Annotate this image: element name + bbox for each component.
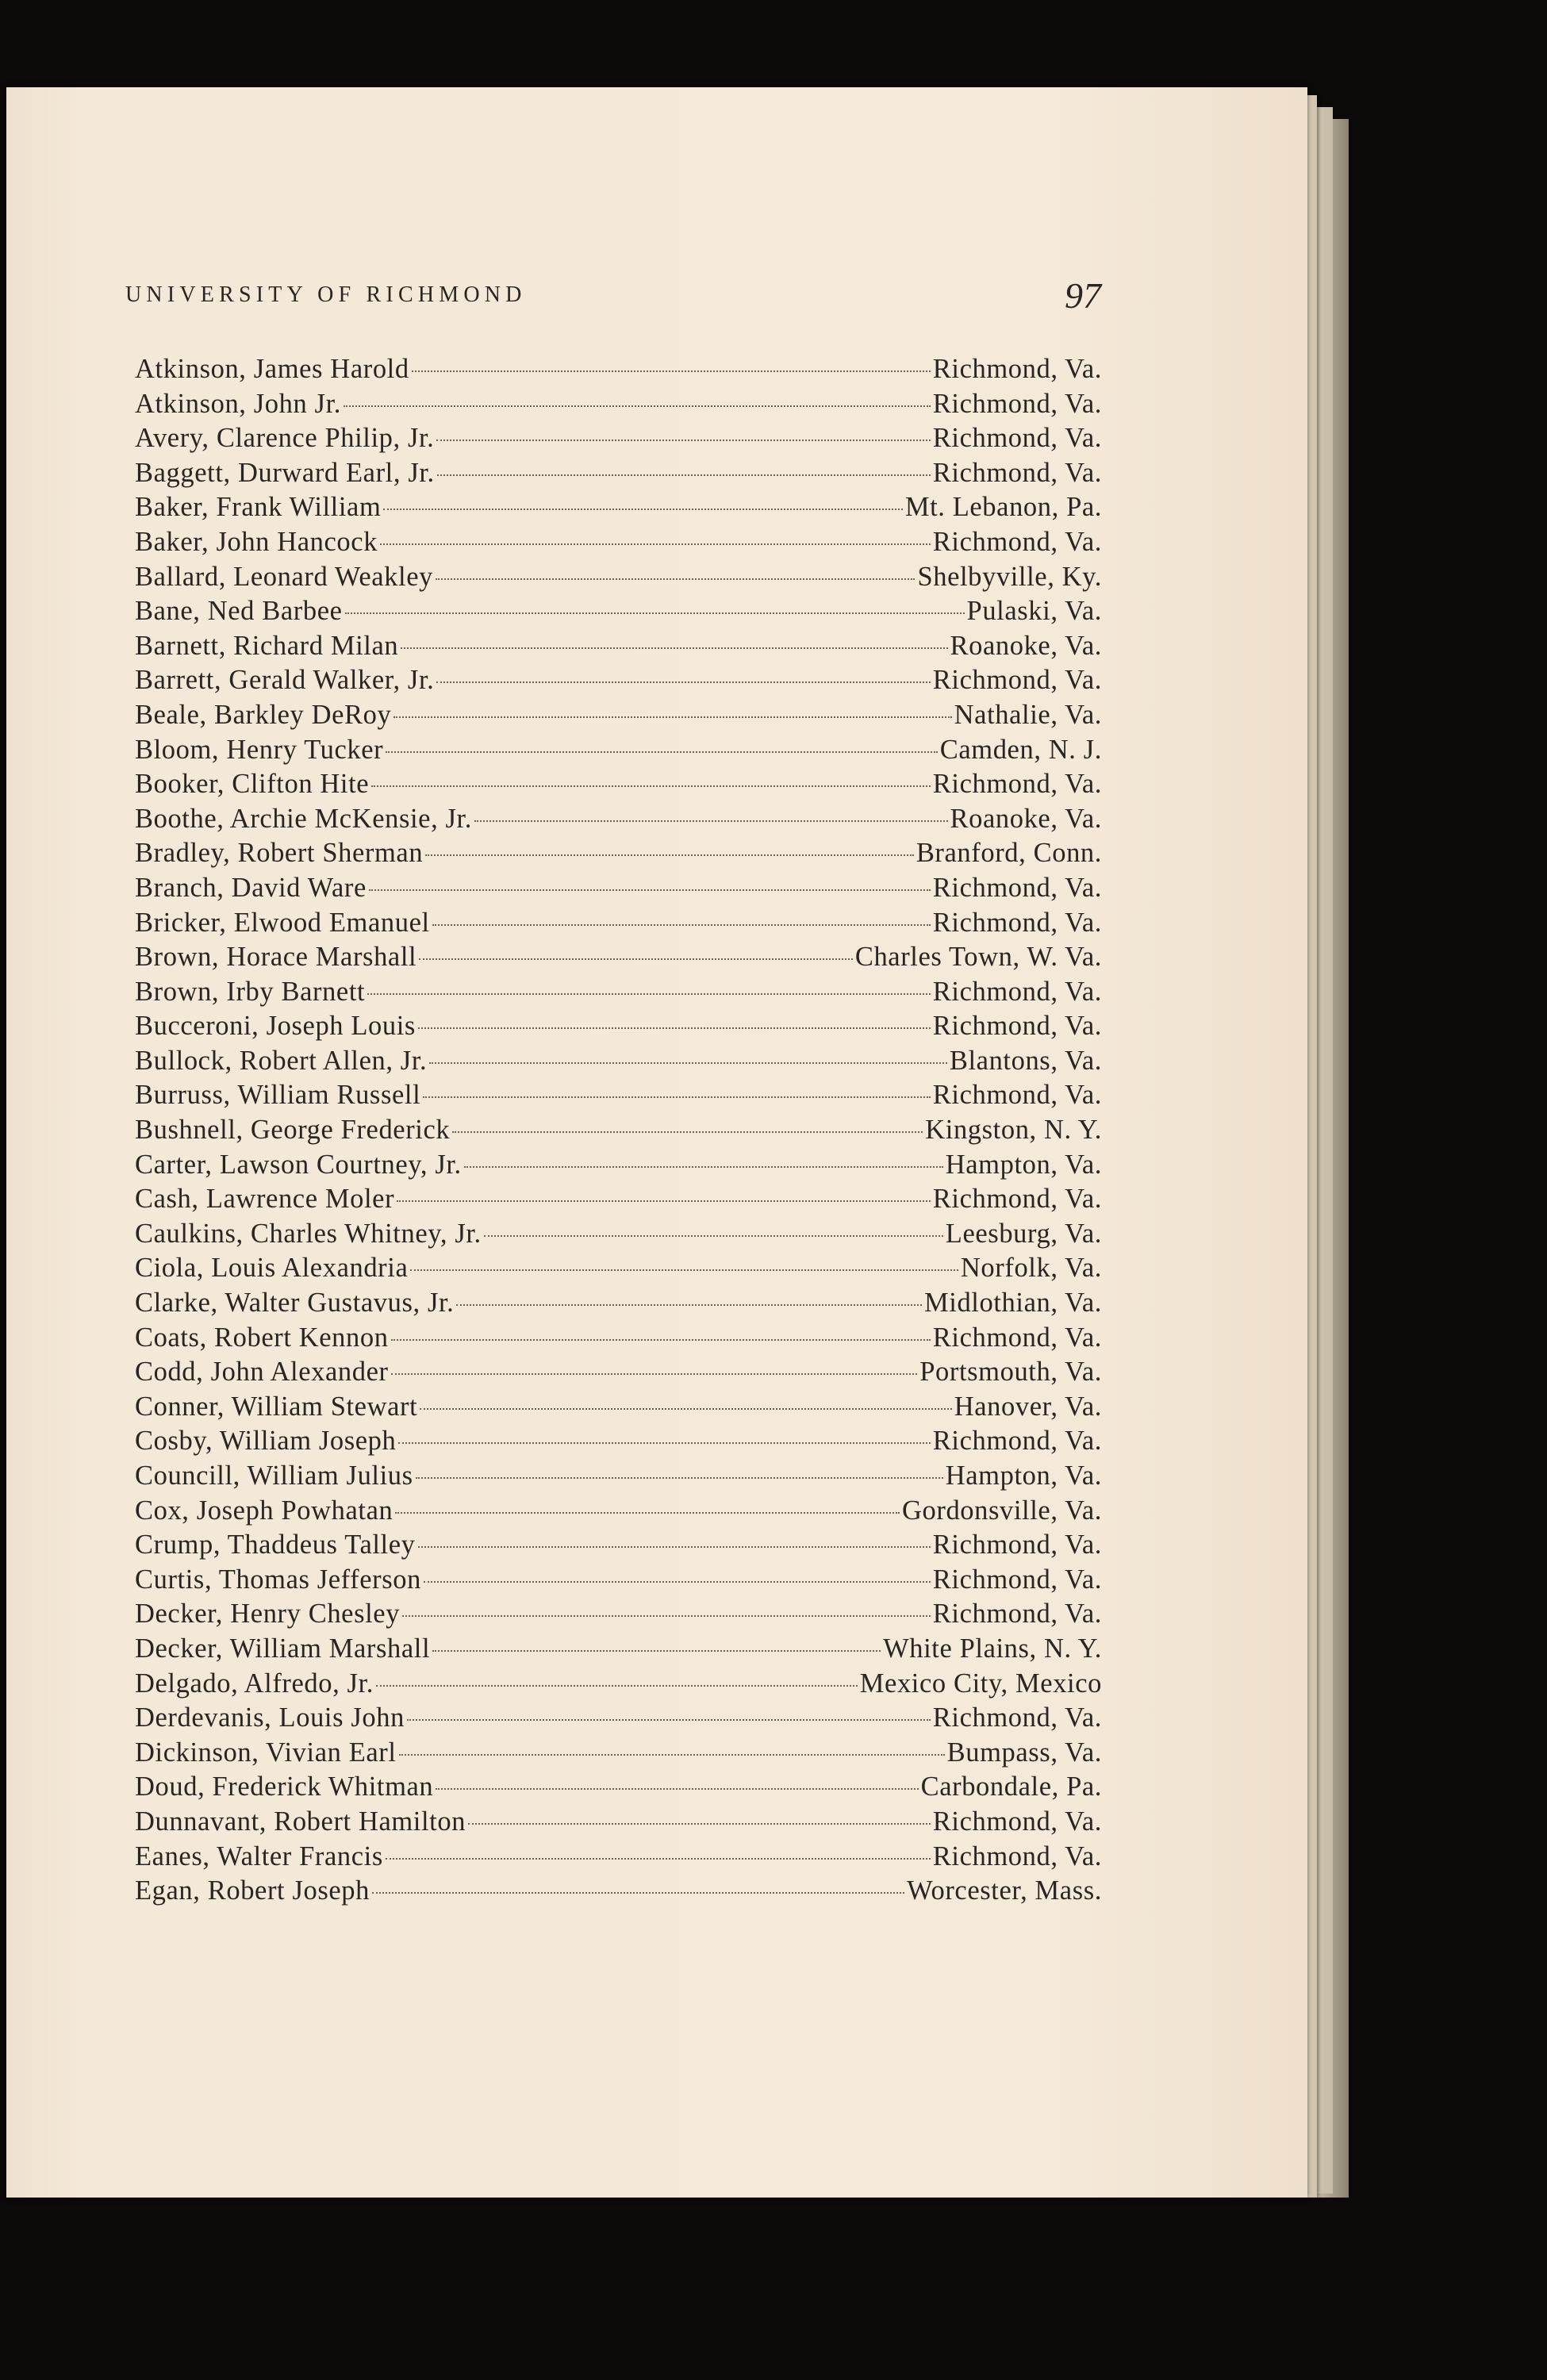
list-item xyxy=(135,421,1102,456)
dot-leader xyxy=(402,1615,931,1617)
hometown: Branford, Conn. xyxy=(916,838,1102,869)
hometown: Richmond, Va. xyxy=(932,1322,1102,1353)
dot-leader xyxy=(418,1546,931,1548)
hometown: Richmond, Va. xyxy=(932,423,1102,454)
dot-leader xyxy=(412,370,931,372)
student-name: Crump, Thaddeus Talley xyxy=(135,1530,416,1560)
hometown: Richmond, Va. xyxy=(932,457,1102,488)
student-name: Clarke, Walter Gustavus, Jr. xyxy=(135,1288,455,1319)
dot-leader xyxy=(423,1096,931,1098)
hometown: Kingston, N. Y. xyxy=(925,1115,1102,1146)
student-name: Curtis, Thomas Jefferson xyxy=(135,1564,421,1595)
student-name: Coats, Robert Kennon xyxy=(135,1322,389,1353)
student-name: Eanes, Walter Francis xyxy=(135,1841,383,1871)
list-item xyxy=(135,1113,1102,1148)
dot-leader xyxy=(452,1131,923,1133)
hometown: Richmond, Va. xyxy=(932,907,1102,938)
student-name: Baker, Frank William xyxy=(135,492,382,523)
list-item xyxy=(135,698,1102,733)
dot-leader xyxy=(436,1788,918,1790)
dot-leader xyxy=(429,1062,947,1064)
list-item xyxy=(135,352,1102,387)
student-name: Decker, William Marshall xyxy=(135,1633,431,1664)
dot-leader xyxy=(484,1235,943,1237)
list-item xyxy=(135,975,1102,1010)
hometown: Carbondale, Pa. xyxy=(920,1772,1102,1802)
list-item xyxy=(135,1528,1102,1563)
student-name: Beale, Barkley DeRoy xyxy=(135,699,392,730)
list-item xyxy=(135,1286,1102,1321)
student-name: Egan, Robert Joseph xyxy=(135,1875,370,1906)
list-item xyxy=(135,525,1102,560)
dot-leader xyxy=(436,440,930,441)
student-name: Branch, David Ware xyxy=(135,872,367,903)
dot-leader xyxy=(437,474,931,476)
dot-leader xyxy=(464,1166,943,1168)
list-item xyxy=(135,1874,1102,1909)
dot-leader xyxy=(386,1858,931,1860)
student-name: Bushnell, George Frederick xyxy=(135,1115,451,1146)
student-name: Cash, Lawrence Moler xyxy=(135,1184,395,1215)
running-header xyxy=(125,275,1101,330)
list-item xyxy=(135,1597,1102,1632)
list-item xyxy=(135,1424,1102,1459)
student-name: Councill, William Julius xyxy=(135,1461,413,1491)
hometown: Richmond, Va. xyxy=(932,1184,1102,1215)
list-item xyxy=(135,1459,1102,1494)
dot-leader xyxy=(395,1512,900,1514)
dot-leader xyxy=(380,543,931,545)
hometown: Shelbyville, Ky. xyxy=(917,561,1102,592)
student-name: Bloom, Henry Tucker xyxy=(135,734,384,765)
dot-leader xyxy=(376,1685,858,1687)
list-item xyxy=(135,767,1102,802)
hometown: Richmond, Va. xyxy=(932,665,1102,696)
student-name: Dunnavant, Robert Hamilton xyxy=(135,1806,466,1837)
list-item xyxy=(135,1390,1102,1425)
student-directory-list xyxy=(135,352,1102,1909)
list-item xyxy=(135,1667,1102,1702)
hometown: Richmond, Va. xyxy=(932,976,1102,1007)
dot-leader xyxy=(391,1373,918,1375)
list-item xyxy=(135,1840,1102,1875)
hometown: Midlothian, Va. xyxy=(924,1288,1102,1319)
student-name: Bullock, Robert Allen, Jr. xyxy=(135,1045,428,1076)
hometown: Richmond, Va. xyxy=(932,1806,1102,1837)
student-name: Carter, Lawson Courtney, Jr. xyxy=(135,1149,462,1180)
hometown: Blantons, Va. xyxy=(949,1045,1102,1076)
hometown: Richmond, Va. xyxy=(932,1426,1102,1457)
list-item xyxy=(135,1494,1102,1529)
hometown: Leesburg, Va. xyxy=(945,1218,1102,1249)
dot-leader xyxy=(397,1200,931,1202)
hometown: Pulaski, Va. xyxy=(966,596,1102,627)
dot-leader xyxy=(344,405,931,407)
hometown: Richmond, Va. xyxy=(932,1564,1102,1595)
list-item xyxy=(135,663,1102,698)
student-name: Bane, Ned Barbee xyxy=(135,596,343,627)
hometown: Hampton, Va. xyxy=(945,1149,1102,1180)
hometown: Richmond, Va. xyxy=(932,1599,1102,1630)
hometown: Richmond, Va. xyxy=(932,354,1102,384)
hometown: Richmond, Va. xyxy=(932,1702,1102,1733)
student-name: Cosby, William Joseph xyxy=(135,1426,397,1457)
student-name: Burruss, William Russell xyxy=(135,1080,421,1111)
page-number: 97 xyxy=(1065,275,1101,316)
student-name: Derdevanis, Louis John xyxy=(135,1702,405,1733)
dot-leader xyxy=(474,820,948,822)
list-item xyxy=(135,1044,1102,1079)
student-name: Dickinson, Vivian Earl xyxy=(135,1737,397,1768)
dot-leader xyxy=(416,1477,943,1479)
hometown: Norfolk, Va. xyxy=(960,1253,1102,1284)
hometown: Richmond, Va. xyxy=(932,388,1102,419)
hometown: Hampton, Va. xyxy=(945,1461,1102,1491)
student-name: Doud, Frederick Whitman xyxy=(135,1772,434,1802)
hometown: Mexico City, Mexico xyxy=(859,1668,1102,1699)
list-item xyxy=(135,456,1102,491)
list-item xyxy=(135,387,1102,422)
list-item xyxy=(135,560,1102,595)
dot-leader xyxy=(393,716,951,718)
dot-leader xyxy=(372,1892,904,1894)
dot-leader xyxy=(432,924,931,926)
hometown: Hanover, Va. xyxy=(954,1391,1102,1422)
student-name: Booker, Clifton Hite xyxy=(135,769,370,800)
list-item xyxy=(135,906,1102,941)
list-item xyxy=(135,1251,1102,1286)
hometown: Richmond, Va. xyxy=(932,1011,1102,1042)
list-item xyxy=(135,1217,1102,1252)
dot-leader xyxy=(456,1304,922,1306)
student-name: Ballard, Leonard Weakley xyxy=(135,561,433,592)
student-name: Delgado, Alfredo, Jr. xyxy=(135,1668,374,1699)
dot-leader xyxy=(425,854,914,856)
hometown: Richmond, Va. xyxy=(932,1841,1102,1871)
dot-leader xyxy=(407,1719,931,1721)
student-name: Conner, William Stewart xyxy=(135,1391,418,1422)
student-name: Codd, John Alexander xyxy=(135,1357,389,1388)
dot-leader xyxy=(398,1442,930,1444)
hometown: Roanoke, Va. xyxy=(950,803,1102,834)
student-name: Bradley, Robert Sherman xyxy=(135,838,424,869)
list-item xyxy=(135,1148,1102,1183)
list-item xyxy=(135,733,1102,768)
hometown: Bumpass, Va. xyxy=(946,1737,1102,1768)
student-name: Avery, Clarence Philip, Jr. xyxy=(135,423,435,454)
hometown: Roanoke, Va. xyxy=(950,630,1102,661)
list-item xyxy=(135,594,1102,629)
list-item xyxy=(135,871,1102,906)
dot-leader xyxy=(419,958,853,960)
list-item xyxy=(135,1770,1102,1805)
dot-leader xyxy=(369,889,931,891)
dot-leader xyxy=(436,578,915,580)
student-name: Baggett, Durward Earl, Jr. xyxy=(135,457,435,488)
dot-leader xyxy=(410,1269,958,1271)
student-name: Barrett, Gerald Walker, Jr. xyxy=(135,665,435,696)
hometown: Nathalie, Va. xyxy=(954,699,1102,730)
hometown: Worcester, Mass. xyxy=(907,1875,1102,1906)
dot-leader xyxy=(399,1754,945,1756)
hometown: Mt. Lebanon, Pa. xyxy=(904,492,1102,523)
student-name: Brown, Irby Barnett xyxy=(135,976,366,1007)
dot-leader xyxy=(371,785,931,787)
student-name: Atkinson, John Jr. xyxy=(135,388,341,419)
hometown: Richmond, Va. xyxy=(932,1530,1102,1560)
dot-leader xyxy=(432,1650,881,1652)
list-item xyxy=(135,1736,1102,1771)
list-item xyxy=(135,802,1102,837)
list-item xyxy=(135,1701,1102,1736)
dot-leader xyxy=(383,509,902,510)
list-item xyxy=(135,1632,1102,1667)
list-item xyxy=(135,1321,1102,1356)
list-item xyxy=(135,1009,1102,1044)
dot-leader xyxy=(436,681,930,683)
dot-leader xyxy=(345,612,965,614)
header-title: UNIVERSITY OF RICHMOND xyxy=(125,282,527,307)
hometown: Camden, N. J. xyxy=(939,734,1102,765)
list-item xyxy=(135,1805,1102,1840)
dot-leader xyxy=(424,1581,931,1583)
student-name: Bucceroni, Joseph Louis xyxy=(135,1011,416,1042)
student-name: Baker, John Hancock xyxy=(135,526,378,557)
student-name: Bricker, Elwood Emanuel xyxy=(135,907,430,938)
student-name: Ciola, Louis Alexandria xyxy=(135,1253,409,1284)
hometown: Gordonsville, Va. xyxy=(901,1495,1102,1526)
list-item xyxy=(135,836,1102,871)
dot-leader xyxy=(418,1027,931,1029)
hometown: Richmond, Va. xyxy=(932,872,1102,903)
hometown: Richmond, Va. xyxy=(932,526,1102,557)
student-name: Cox, Joseph Powhatan xyxy=(135,1495,393,1526)
student-name: Atkinson, James Harold xyxy=(135,354,409,384)
list-item xyxy=(135,629,1102,664)
student-name: Caulkins, Charles Whitney, Jr. xyxy=(135,1218,482,1249)
list-item xyxy=(135,940,1102,975)
hometown: Charles Town, W. Va. xyxy=(854,942,1102,973)
hometown: Richmond, Va. xyxy=(932,769,1102,800)
dot-leader xyxy=(401,647,947,649)
hometown: White Plains, N. Y. xyxy=(883,1633,1102,1664)
student-name: Boothe, Archie McKensie, Jr. xyxy=(135,803,472,834)
list-item xyxy=(135,1182,1102,1217)
list-item xyxy=(135,1078,1102,1113)
list-item xyxy=(135,490,1102,525)
dot-leader xyxy=(420,1408,951,1410)
dot-leader xyxy=(391,1339,931,1341)
student-name: Barnett, Richard Milan xyxy=(135,630,399,661)
dot-leader xyxy=(386,751,937,753)
dot-leader xyxy=(367,993,931,995)
student-name: Decker, Henry Chesley xyxy=(135,1599,401,1630)
list-item xyxy=(135,1563,1102,1598)
hometown: Richmond, Va. xyxy=(932,1080,1102,1111)
list-item xyxy=(135,1355,1102,1390)
hometown: Portsmouth, Va. xyxy=(919,1357,1102,1388)
dot-leader xyxy=(468,1823,931,1825)
student-name: Brown, Horace Marshall xyxy=(135,942,417,973)
